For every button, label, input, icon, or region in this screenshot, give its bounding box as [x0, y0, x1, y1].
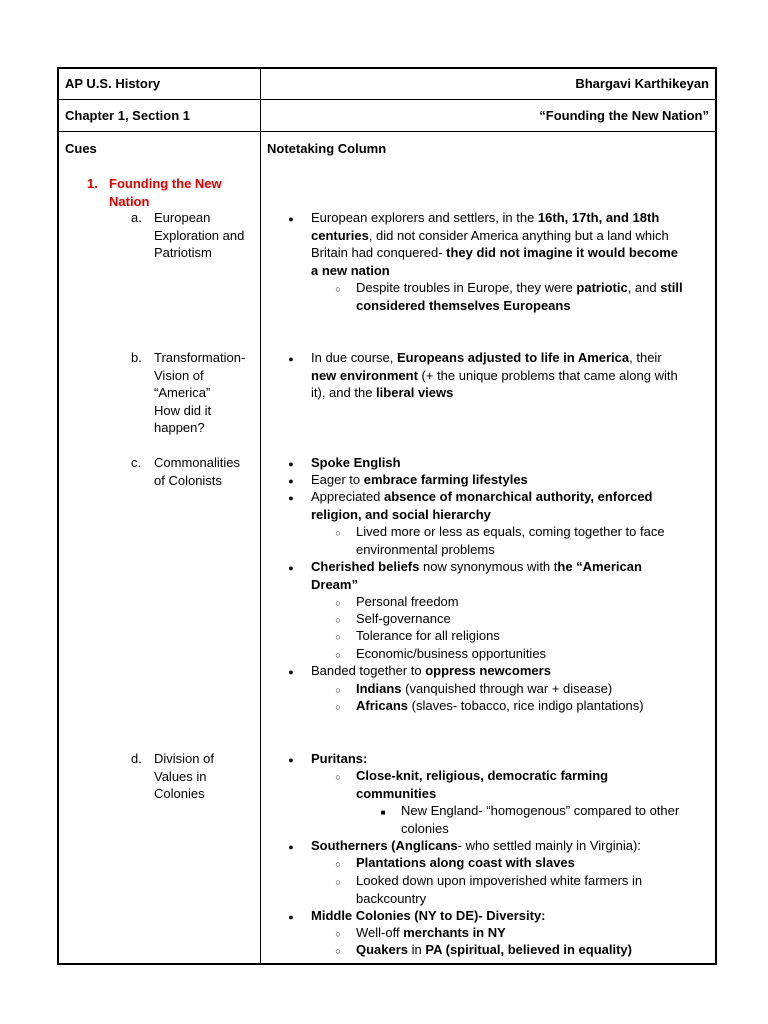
cue-a-label: a.: [131, 210, 142, 225]
cue-main-title: Founding the New Nation: [109, 176, 222, 209]
sub-bullet-icon: [331, 697, 345, 717]
bullet-icon: [284, 209, 298, 229]
note-d3-sub: Well-off merchants in NY: [356, 925, 506, 940]
note-d3-sub: Quakers in PA (spiritual, believed in equality): [356, 942, 632, 957]
sub-bullet-icon: [331, 627, 345, 647]
topic-title: “Founding the New Nation”: [539, 108, 709, 123]
cue-b-text: Transformation- Vision of “America” How did it happen?: [154, 350, 246, 436]
notes-table: [57, 67, 717, 965]
cue-c-label: c.: [131, 455, 142, 470]
note-c5-sub: Africans (slaves- tobacco, rice indigo plantations): [356, 698, 644, 713]
sub-bullet-icon: [331, 523, 345, 543]
bullet-icon: [284, 837, 298, 857]
note-d2-sub: Plantations along coast with slaves: [356, 855, 575, 870]
cues-header: Cues: [65, 141, 97, 156]
bullet-icon: [284, 349, 298, 369]
author-name: Bhargavi Karthikeyan: [575, 76, 709, 91]
row-divider: [59, 131, 715, 132]
note-a1-sub: Despite troubles in Europe, they were patriotic, and still considered themselves Europeans: [356, 280, 683, 313]
note-c4-sub: Self-governance: [356, 611, 451, 626]
note-c4-sub: Tolerance for all religions: [356, 628, 500, 643]
square-bullet-icon: [376, 802, 390, 822]
sub-bullet-icon: [331, 767, 345, 787]
column-divider: [260, 69, 261, 963]
note-d2: Southerners (Anglicans- who settled mainly in Virginia):: [311, 838, 641, 853]
note-d2-sub: Looked down upon impoverished white farmers in backcountry: [356, 873, 643, 906]
cue-main-number: 1.: [87, 176, 98, 191]
note-d1-sub: Close-knit, religious, democratic farming communities: [356, 768, 609, 801]
note-c4-sub: Economic/business opportunities: [356, 646, 547, 661]
note-c2: Eager to embrace farming lifestyles: [311, 472, 528, 487]
note-d1: Puritans:: [311, 751, 368, 766]
note-d3: Middle Colonies (NY to DE)- Diversity:: [311, 908, 546, 923]
bullet-icon: [284, 558, 298, 578]
sub-bullet-icon: [331, 279, 345, 299]
bullet-icon: [284, 662, 298, 682]
bullet-icon: [284, 488, 298, 508]
sub-bullet-icon: [331, 854, 345, 874]
sub-bullet-icon: [331, 872, 345, 892]
note-c1: Spoke English: [311, 455, 401, 470]
note-c3-sub: Lived more or less as equals, coming together to face environmental problems: [356, 524, 665, 557]
note-c5-sub: Indians (vanquished through war + disease): [356, 681, 613, 696]
bullet-icon: [284, 750, 298, 770]
course-title: AP U.S. History: [65, 76, 161, 91]
row-divider: [59, 99, 715, 100]
note-a1: European explorers and settlers, in the 16th, 17th, and 18th centuries, did not consider America anything but a land which Britain had conquered- they did not imagine it would become a new nation: [311, 210, 679, 278]
sub-bullet-icon: [331, 941, 345, 961]
bullet-icon: [284, 907, 298, 927]
cue-a-text: European Exploration and Patriotism: [154, 210, 245, 261]
note-c3: Appreciated absence of monarchical authority, enforced religion, and social hierarchy: [311, 489, 653, 522]
cue-d-text: Division of Values in Colonies: [154, 751, 214, 802]
note-d1-subsub: New England- “homogenous” compared to other colonies: [401, 803, 680, 836]
notes-header: Notetaking Column: [267, 141, 387, 156]
chapter-label: Chapter 1, Section 1: [65, 108, 190, 123]
note-c4-sub: Personal freedom: [356, 594, 459, 609]
note-b1: In due course, Europeans adjusted to life in America, their new environment (+ the unique problems that came along with it), and the liberal views: [311, 350, 678, 401]
note-c4: Cherished beliefs now synonymous with the “American Dream”: [311, 559, 642, 592]
cue-c-text: Commonalities of Colonists: [154, 455, 240, 488]
cue-d-label: d.: [131, 751, 142, 766]
note-c5: Banded together to oppress newcomers: [311, 663, 551, 678]
cue-b-label: b.: [131, 350, 142, 365]
